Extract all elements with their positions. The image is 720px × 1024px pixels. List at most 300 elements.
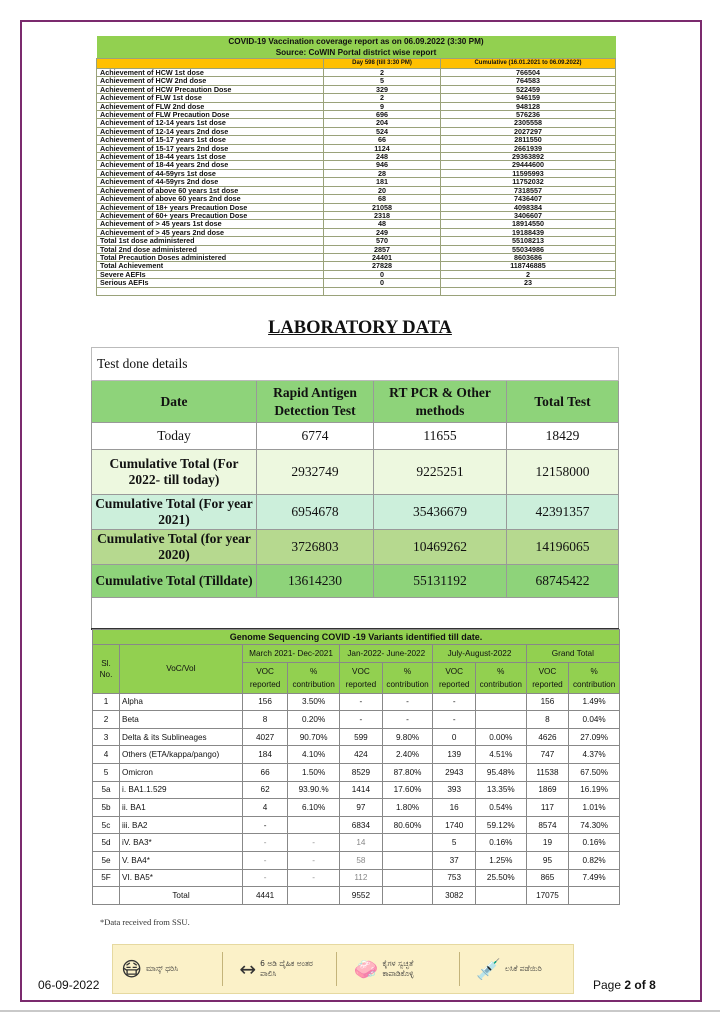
genome-subheader-contribution: % contribution: [382, 662, 433, 693]
genome-cell: -: [382, 711, 433, 729]
genome-subheader-contribution: % contribution: [288, 662, 340, 693]
vax-label: Total Precaution Doses administered: [97, 253, 324, 261]
vax-label: Achievement of above 60 years 1st dose: [97, 186, 324, 194]
vax-blank-cell: [441, 287, 616, 295]
vax-cumulative-value: 2305558: [441, 119, 616, 127]
vax-day-value: 2318: [324, 211, 441, 219]
genome-cell: 80.60%: [382, 816, 433, 834]
genome-header-period: July-August-2022: [433, 645, 526, 663]
genome-cell: 8: [526, 711, 569, 729]
genome-cell: [475, 693, 526, 711]
lab-row: [92, 565, 619, 598]
report-date: 06-09-2022: [38, 978, 100, 992]
genome-cell: -: [243, 834, 288, 852]
lab-total-value: 12158000: [507, 450, 619, 495]
genome-cell: 393: [433, 781, 476, 799]
genome-cell: 2.40%: [382, 746, 433, 764]
genome-title: Genome Sequencing COVID -19 Variants identified till date.: [93, 630, 620, 645]
lab-table: [91, 347, 619, 630]
vax-cumulative-value: 2661939: [441, 144, 616, 152]
vax-day-value: 249: [324, 228, 441, 236]
genome-total-label: Total: [120, 887, 243, 905]
lab-row-label: Cumulative Total (For year 2021): [92, 495, 257, 530]
vax-label: Severe AEFIs: [97, 270, 324, 278]
vax-day-value: 28: [324, 169, 441, 177]
vax-cumulative-value: 29363892: [441, 153, 616, 161]
banner-item-text: ಕೈಗಳ ಸ್ವಚ್ಛತೆ ಕಾಪಾಡಿಕೊಳ್ಳಿ: [382, 959, 414, 978]
genome-variant-name: Others (ETA/kappa/pango): [120, 746, 243, 764]
vax-label: Achievement of FLW 1st dose: [97, 94, 324, 102]
genome-cell: 66: [243, 763, 288, 781]
genome-row: [93, 763, 620, 781]
lab-empty-cell: [92, 598, 619, 630]
lab-rtpcr-value: 35436679: [374, 495, 507, 530]
lab-header-total: Total Test: [507, 381, 619, 423]
genome-cell: 0.82%: [569, 851, 620, 869]
vax-label: Achievement of 12-14 years 2nd dose: [97, 127, 324, 135]
vax-blank-cell: [324, 287, 441, 295]
genome-cell: -: [288, 851, 340, 869]
genome-cell: 0.16%: [475, 834, 526, 852]
genome-sl: 1: [93, 693, 120, 711]
genome-cell: 599: [340, 728, 383, 746]
lab-total-value: 14196065: [507, 530, 619, 565]
page-total: 8: [649, 978, 656, 992]
vax-cumulative-value: 764583: [441, 77, 616, 85]
banner-item: [121, 959, 206, 979]
genome-cell: 1.80%: [382, 799, 433, 817]
lab-row-label: Today: [92, 423, 257, 450]
vax-cumulative-value: 18914550: [441, 220, 616, 228]
banner-item: [354, 959, 443, 979]
vax-label: Achievement of > 45 years 2nd dose: [97, 228, 324, 236]
banner-separator: [459, 952, 460, 986]
genome-cell: 0.54%: [475, 799, 526, 817]
genome-cell: 753: [433, 869, 476, 887]
genome-header-period: Jan-2022- June-2022: [340, 645, 433, 663]
lab-rat-value: 6774: [257, 423, 374, 450]
vax-cumulative-value: 2: [441, 270, 616, 278]
genome-sl: 5e: [93, 851, 120, 869]
genome-cell: 19: [526, 834, 569, 852]
lab-row-label: Cumulative Total (For 2022- till today): [92, 450, 257, 495]
vax-label: Achievement of HCW 2nd dose: [97, 77, 324, 85]
genome-cell: 67.50%: [569, 763, 620, 781]
vax-day-value: 2: [324, 69, 441, 77]
vaccination-table: [96, 36, 616, 296]
genome-subheader-reported: VOC reported: [243, 662, 288, 693]
vax-day-value: 329: [324, 85, 441, 93]
genome-variant-name: Alpha: [120, 693, 243, 711]
vax-cumulative-value: 576236: [441, 111, 616, 119]
genome-row: [93, 851, 620, 869]
genome-sl: 5d: [93, 834, 120, 852]
vax-day-value: 2857: [324, 245, 441, 253]
genome-cell: 95.48%: [475, 763, 526, 781]
page-number: [593, 978, 656, 992]
genome-cell: [288, 816, 340, 834]
vax-header-cumulative: Cumulative (16.01.2021 to 06.09.2022): [441, 59, 616, 69]
vax-day-value: 0: [324, 270, 441, 278]
genome-subheader-contribution: % contribution: [569, 662, 620, 693]
vax-cumulative-value: 29444600: [441, 161, 616, 169]
lab-row-label: Cumulative Total (for year 2020): [92, 530, 257, 565]
vax-label: Achievement of HCW 1st dose: [97, 69, 324, 77]
genome-total-sl: [93, 887, 120, 905]
genome-cell: 184: [243, 746, 288, 764]
vax-day-value: 5: [324, 77, 441, 85]
vax-day-value: 696: [324, 111, 441, 119]
vax-row: [97, 220, 616, 228]
lab-rtpcr-value: 10469262: [374, 530, 507, 565]
genome-cell: 17.60%: [382, 781, 433, 799]
genome-sl: 5b: [93, 799, 120, 817]
genome-row: [93, 693, 620, 711]
genome-cell: 59.12%: [475, 816, 526, 834]
genome-cell: 97: [340, 799, 383, 817]
vax-blank-cell: [97, 287, 324, 295]
genome-variant-name: iV. BA3*: [120, 834, 243, 852]
genome-subheader-reported: VOC reported: [340, 662, 383, 693]
genome-subheader-reported: VOC reported: [526, 662, 569, 693]
genome-total-row: [93, 887, 620, 905]
genome-variant-name: V. BA4*: [120, 851, 243, 869]
vax-day-value: 204: [324, 119, 441, 127]
page-prefix: Page: [593, 978, 622, 992]
genome-cell: 1869: [526, 781, 569, 799]
vaccination-source: Source: CoWIN Portal district wise report: [97, 47, 616, 59]
genome-cell: 865: [526, 869, 569, 887]
lab-header-date: Date: [92, 381, 257, 423]
genome-cell: [475, 711, 526, 729]
genome-cell: 74.30%: [569, 816, 620, 834]
genome-cell: 7.49%: [569, 869, 620, 887]
genome-cell: 4.37%: [569, 746, 620, 764]
page-current: 2: [624, 978, 632, 992]
vax-label: Achievement of 15-17 years 1st dose: [97, 136, 324, 144]
banner-separator: [222, 952, 223, 986]
genome-cell: 8574: [526, 816, 569, 834]
vax-row: [97, 279, 616, 287]
genome-total-value: 3082: [433, 887, 476, 905]
vax-day-value: 181: [324, 178, 441, 186]
genome-cell: -: [243, 869, 288, 887]
vax-day-value: 2: [324, 94, 441, 102]
vax-label: Achievement of FLW Precaution Dose: [97, 111, 324, 119]
genome-cell: 11538: [526, 763, 569, 781]
genome-header-period: March 2021- Dec-2021: [243, 645, 340, 663]
genome-cell: 0.04%: [569, 711, 620, 729]
banner-item: [239, 959, 320, 979]
genome-cell: 4027: [243, 728, 288, 746]
genome-cell: 4626: [526, 728, 569, 746]
genome-cell: 747: [526, 746, 569, 764]
lab-row: [92, 530, 619, 565]
genome-cell: 139: [433, 746, 476, 764]
genome-cell: 0.20%: [288, 711, 340, 729]
genome-header-period: Grand Total: [526, 645, 619, 663]
banner-separator: [336, 952, 337, 986]
vax-day-value: 68: [324, 195, 441, 203]
genome-cell: 117: [526, 799, 569, 817]
genome-cell: 1740: [433, 816, 476, 834]
awareness-banner: [112, 944, 574, 994]
banner-item-text: 6 ಅಡಿ ದೈಹಿಕ ಅಂತರ ಪಾಲಿಸಿ: [260, 959, 313, 978]
genome-cell: -: [243, 851, 288, 869]
vax-label: Achievement of 44-59yrs 1st dose: [97, 169, 324, 177]
genome-variant-name: ii. BA1: [120, 799, 243, 817]
vax-day-value: 0: [324, 279, 441, 287]
genome-cell: 37: [433, 851, 476, 869]
genome-subheader-reported: VOC reported: [433, 662, 476, 693]
lab-rat-value: 3726803: [257, 530, 374, 565]
vax-cumulative-value: 766504: [441, 69, 616, 77]
genome-sl: 5c: [93, 816, 120, 834]
vax-label: Total Achievement: [97, 262, 324, 270]
vax-label: Achievement of 18+ years Precaution Dose: [97, 203, 324, 211]
vax-day-value: 27828: [324, 262, 441, 270]
genome-total-value: 17075: [526, 887, 569, 905]
genome-cell: 95: [526, 851, 569, 869]
vax-day-value: 21058: [324, 203, 441, 211]
vax-cumulative-value: 7436407: [441, 195, 616, 203]
genome-cell: 8: [243, 711, 288, 729]
vax-cumulative-value: 55108213: [441, 237, 616, 245]
lab-rat-value: 6954678: [257, 495, 374, 530]
vax-row: [97, 178, 616, 186]
genome-cell: 87.80%: [382, 763, 433, 781]
genome-cell: 4.10%: [288, 746, 340, 764]
genome-cell: 9.80%: [382, 728, 433, 746]
genome-row: [93, 816, 620, 834]
vax-header-label: [97, 59, 324, 69]
vax-row: [97, 262, 616, 270]
vaccination-title: COVID-19 Vaccination coverage report as on 06.09.2022 (3:30 PM): [97, 36, 616, 47]
vax-cumulative-value: 4098384: [441, 203, 616, 211]
lab-empty-row: [92, 598, 619, 630]
vax-cumulative-value: 8603686: [441, 253, 616, 261]
genome-sl: 2: [93, 711, 120, 729]
vax-day-value: 1124: [324, 144, 441, 152]
genome-cell: 156: [243, 693, 288, 711]
vax-row: [97, 136, 616, 144]
genome-sl: 5: [93, 763, 120, 781]
genome-row: [93, 728, 620, 746]
genome-variant-name: Delta & its Sublineages: [120, 728, 243, 746]
lab-row: [92, 450, 619, 495]
genome-cell: [382, 851, 433, 869]
genome-variant-name: Omicron: [120, 763, 243, 781]
vax-day-value: 20: [324, 186, 441, 194]
vax-cumulative-value: 2811550: [441, 136, 616, 144]
vax-cumulative-value: 2027297: [441, 127, 616, 135]
vax-day-value: 946: [324, 161, 441, 169]
genome-header-sl: Sl. No.: [93, 645, 120, 694]
genome-cell: 25.50%: [475, 869, 526, 887]
genome-cell: 16: [433, 799, 476, 817]
genome-cell: -: [288, 869, 340, 887]
vaccine-icon: 💉: [475, 957, 501, 981]
genome-cell: -: [340, 711, 383, 729]
vax-cumulative-value: 7318557: [441, 186, 616, 194]
vax-cumulative-value: 23: [441, 279, 616, 287]
vax-cumulative-value: 11595993: [441, 169, 616, 177]
genome-cell: 1.49%: [569, 693, 620, 711]
genome-subheader-contribution: % contribution: [475, 662, 526, 693]
genome-row: [93, 781, 620, 799]
vax-cumulative-value: 946159: [441, 94, 616, 102]
vax-day-value: 24401: [324, 253, 441, 261]
vax-label: Total 2nd dose administered: [97, 245, 324, 253]
vax-day-value: 248: [324, 153, 441, 161]
lab-rtpcr-value: 55131192: [374, 565, 507, 598]
genome-cell: 62: [243, 781, 288, 799]
genome-cell: -: [433, 711, 476, 729]
vax-row: [97, 270, 616, 278]
vax-day-value: 9: [324, 102, 441, 110]
lab-total-value: 42391357: [507, 495, 619, 530]
page-of: of: [634, 978, 646, 992]
vax-label: Achievement of FLW 2nd dose: [97, 102, 324, 110]
vax-cumulative-value: 55034986: [441, 245, 616, 253]
genome-cell: 3.50%: [288, 693, 340, 711]
genome-cell: 13.35%: [475, 781, 526, 799]
lab-rat-value: 13614230: [257, 565, 374, 598]
genome-cell: 2943: [433, 763, 476, 781]
vax-row: [97, 237, 616, 245]
genome-cell: 4.51%: [475, 746, 526, 764]
lab-caption: Test done details: [92, 348, 619, 381]
genome-cell: 90.70%: [288, 728, 340, 746]
genome-cell: 0.16%: [569, 834, 620, 852]
genome-cell: -: [382, 693, 433, 711]
genome-cell: 156: [526, 693, 569, 711]
genome-variant-name: VI. BA5*: [120, 869, 243, 887]
genome-cell: 112: [340, 869, 383, 887]
genome-cell: 6834: [340, 816, 383, 834]
genome-total-blank: [382, 887, 433, 905]
genome-cell: 0.00%: [475, 728, 526, 746]
genome-variant-name: iii. BA2: [120, 816, 243, 834]
genome-sl: 4: [93, 746, 120, 764]
genome-row: [93, 799, 620, 817]
vax-label: Achievement of > 45 years 1st dose: [97, 220, 324, 228]
handwash-icon: 🧼: [353, 957, 379, 981]
genome-cell: 58: [340, 851, 383, 869]
vax-header-day: Day 598 (till 3:30 PM): [324, 59, 441, 69]
genome-cell: 4: [243, 799, 288, 817]
vax-cumulative-value: 948128: [441, 102, 616, 110]
vax-cumulative-value: 19188439: [441, 228, 616, 236]
genome-sl: 3: [93, 728, 120, 746]
lab-rat-value: 2932749: [257, 450, 374, 495]
vax-cumulative-value: 118746885: [441, 262, 616, 270]
genome-cell: 93.90.%: [288, 781, 340, 799]
genome-row: [93, 869, 620, 887]
vax-label: Achievement of HCW Precaution Dose: [97, 85, 324, 93]
genome-row: [93, 746, 620, 764]
vax-blank-row: [97, 287, 616, 295]
genome-cell: 1.25%: [475, 851, 526, 869]
genome-cell: 1.01%: [569, 799, 620, 817]
vax-label: Achievement of 18-44 years 1st dose: [97, 153, 324, 161]
vax-label: Achievement of 12-14 years 1st dose: [97, 119, 324, 127]
lab-total-value: 68745422: [507, 565, 619, 598]
genome-row: [93, 834, 620, 852]
vax-day-value: 524: [324, 127, 441, 135]
banner-item-text: ಮಾಸ್ಕ್ ಧರಿಸಿ: [145, 964, 179, 973]
genome-total-value: 9552: [340, 887, 383, 905]
genome-total-blank: [288, 887, 340, 905]
genome-total-blank: [475, 887, 526, 905]
genome-table: [92, 629, 620, 905]
genome-sl: 5F: [93, 869, 120, 887]
genome-cell: 1.50%: [288, 763, 340, 781]
lab-header-rat: Rapid Antigen Detection Test: [257, 381, 374, 423]
vax-label: Achievement of 15-17 years 2nd dose: [97, 144, 324, 152]
genome-header-voc: VoC/VoI: [120, 645, 243, 694]
vax-cumulative-value: 522459: [441, 85, 616, 93]
vax-label: Achievement of 44-59yrs 2nd dose: [97, 178, 324, 186]
lab-row: [92, 423, 619, 450]
vax-label: Achievement of 60+ years Precaution Dose: [97, 211, 324, 219]
genome-row: [93, 711, 620, 729]
banner-item: [476, 959, 565, 979]
lab-total-value: 18429: [507, 423, 619, 450]
lab-row-label: Cumulative Total (Tilldate): [92, 565, 257, 598]
banner-item-text: ಲಸಿಕೆ ಪಡೆಯಿರಿ: [504, 964, 542, 973]
genome-cell: 5: [433, 834, 476, 852]
mask-icon: 😷: [121, 957, 142, 981]
divider: [0, 1010, 720, 1012]
genome-cell: 16.19%: [569, 781, 620, 799]
genome-cell: -: [340, 693, 383, 711]
genome-cell: 1414: [340, 781, 383, 799]
vax-row: [97, 94, 616, 102]
genome-total-blank: [569, 887, 620, 905]
lab-rtpcr-value: 11655: [374, 423, 507, 450]
genome-cell: 424: [340, 746, 383, 764]
genome-total-value: 4441: [243, 887, 288, 905]
vax-cumulative-value: 11752032: [441, 178, 616, 186]
genome-cell: 27.09%: [569, 728, 620, 746]
lab-row: [92, 495, 619, 530]
vax-row: [97, 195, 616, 203]
genome-cell: [382, 869, 433, 887]
vax-label: Achievement of above 60 years 2nd dose: [97, 195, 324, 203]
genome-cell: -: [433, 693, 476, 711]
vax-label: Total 1st dose administered: [97, 237, 324, 245]
vax-label: Achievement of 18-44 years 2nd dose: [97, 161, 324, 169]
vax-day-value: 66: [324, 136, 441, 144]
genome-sl: 5a: [93, 781, 120, 799]
distance-icon: ↔: [239, 957, 257, 981]
vax-day-value: 570: [324, 237, 441, 245]
genome-cell: -: [243, 816, 288, 834]
genome-footnote: *Data received from SSU.: [100, 917, 190, 927]
vax-day-value: 48: [324, 220, 441, 228]
genome-cell: 8529: [340, 763, 383, 781]
genome-cell: 0: [433, 728, 476, 746]
genome-cell: 6.10%: [288, 799, 340, 817]
genome-variant-name: i. BA1.1.529: [120, 781, 243, 799]
lab-rtpcr-value: 9225251: [374, 450, 507, 495]
genome-cell: 14: [340, 834, 383, 852]
vax-label: Serious AEFIs: [97, 279, 324, 287]
genome-cell: [382, 834, 433, 852]
vax-cumulative-value: 3406607: [441, 211, 616, 219]
genome-variant-name: Beta: [120, 711, 243, 729]
